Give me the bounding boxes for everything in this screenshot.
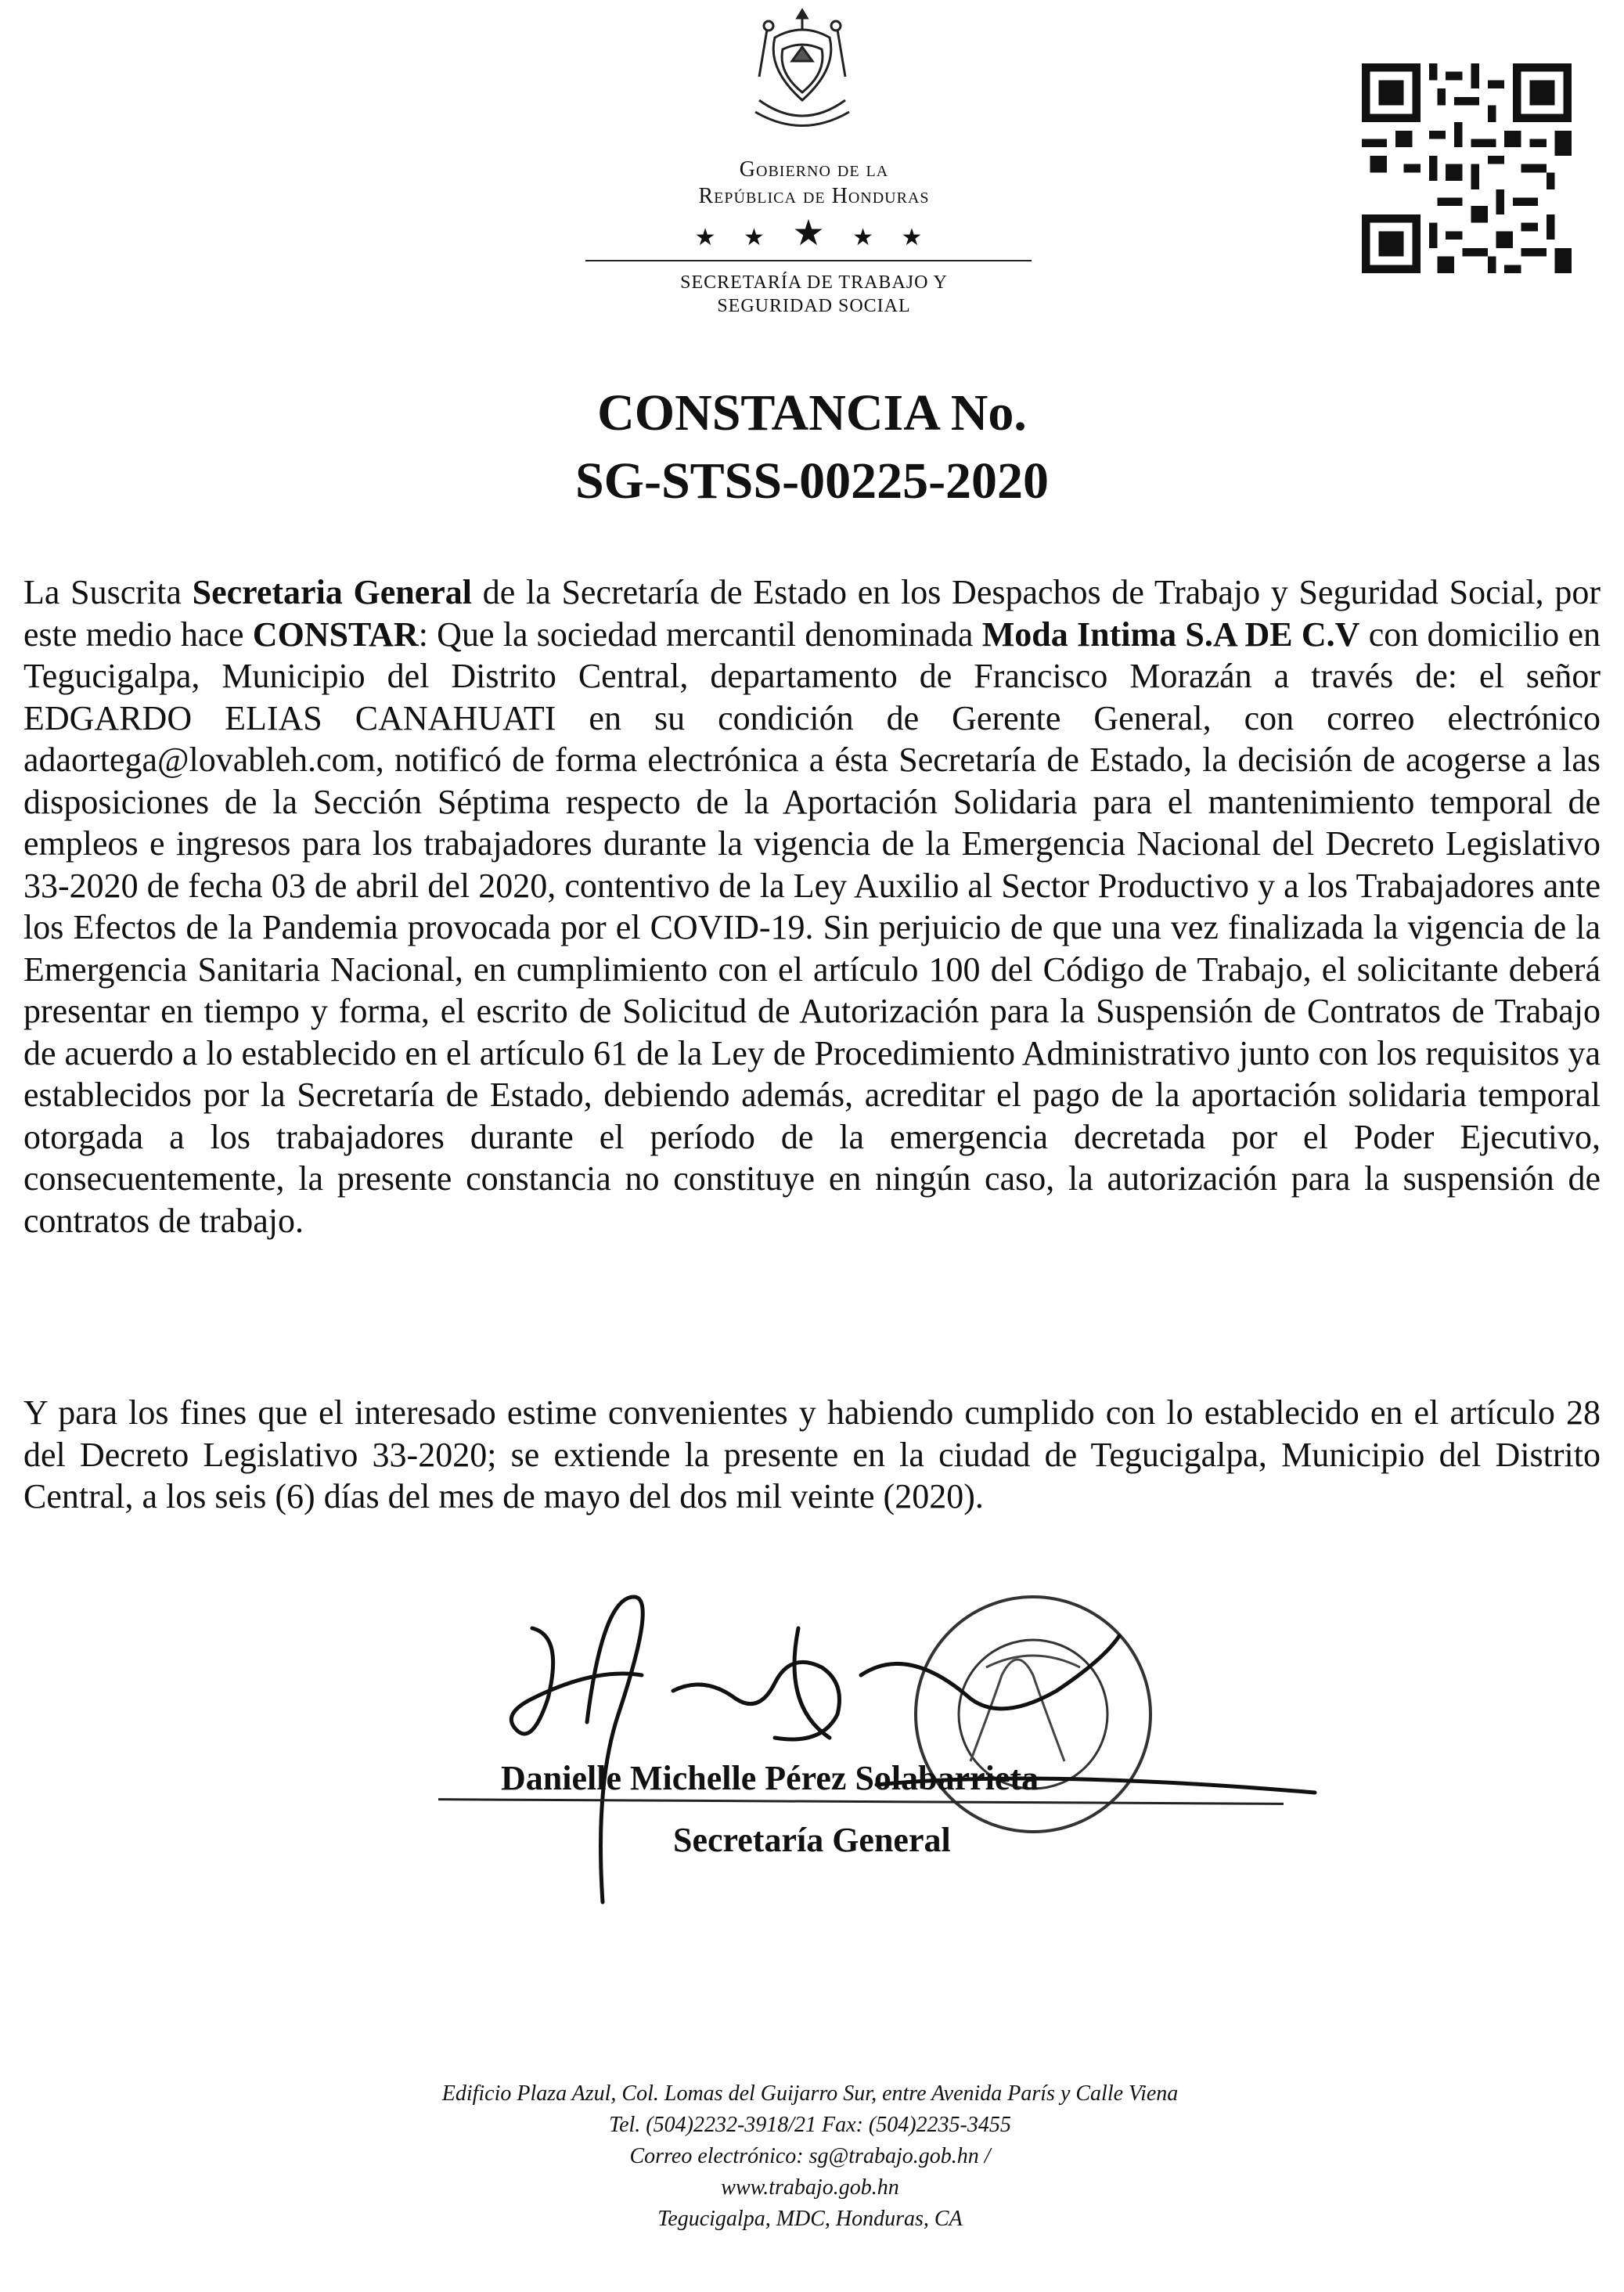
ministry-line-1: SECRETARÍA DE TRABAJO Y: [680, 272, 948, 293]
bold-text-run: Secretaria General: [192, 573, 473, 611]
body-paragraph-1: [23, 571, 1601, 1242]
text-run: : Que la sociedad mercantil denominada: [418, 614, 982, 654]
ministry-line-2: SEGURIDAD SOCIAL: [717, 296, 911, 316]
text-run: con domicilio en Tegucigalpa, Municipio del Distrito Central, departamento de Francisco Morazán a través de: el señor EDGARDO ELIAS CANAHUATI en su condición de Gerente General, con correo electrónico adaortega@lovableh.com, notificó de forma electrónica a ésta Secretaría de Estado, la decisión de acogerse a las disposiciones de la Sección Séptima respecto de la Aportación Solidaria para el mantenimiento temporal de empleos e ingresos para los trabajadores durante la vigencia de la Emergencia Nacional del Decreto Legislativo 33-2020 de fecha 03 de abril del 2020, contentivo de la Ley Auxilio al Sector Productivo y a los Trabajadores ante los Efectos de la Pandemia provocada por el COVID-19. Sin perjuicio de que una vez finalizada la vigencia de la Emergencia Sanitaria Nacional, en cumplimiento con el artículo 100 del Código de Trabajo, el solicitante deberá presentar en tiempo y forma, el escrito de Solicitud de Autorización para la Suspensión de Contratos de Trabajo de acuerdo a lo establecido en el artículo 61 de la Ley de Procedimiento Administrativo junto con los requisitos ya establecidos por la Secretaría de Estado, debiendo además, acreditar el pago de la aportación solidaria temporal otorgada a los trabajadores durante el período de la emergencia decretada por el Poder Ejecutivo, consecuentemente, la presente constancia no constituye en ningún caso, la autorización para la suspensión de contratos de trabajo.: [23, 614, 1601, 1240]
government-line-2: República de Honduras: [698, 184, 930, 208]
signer-role: Secretaría General: [673, 1821, 951, 1859]
stars-row: ★ ★ ★ ★ ★: [694, 213, 934, 253]
ministry-name: [595, 271, 1033, 318]
signature-and-stamp: [470, 1581, 1331, 1910]
footer-website: www.trabajo.gob.hn: [721, 2175, 899, 2200]
coat-of-arms-icon: [744, 6, 861, 139]
footer-email: Correo electrónico: sg@trabajo.gob.hn /: [629, 2144, 991, 2168]
text-run: de la Secretaría de Estado en los Despachos de Trabajo y Seguridad Social, por este medio hace: [23, 573, 1601, 654]
footer-address: Edificio Plaza Azul, Col. Lomas del Guijarro Sur, entre Avenida París y Calle Viena: [441, 2081, 1179, 2106]
text-run: La Suscrita: [23, 573, 193, 611]
signer-name: Danielle Michelle Pérez Solabarrieta: [501, 1759, 1039, 1797]
footer-phone: Tel. (504)2232-3918/21 Fax: (504)2235-3455: [609, 2113, 1011, 2137]
body-paragraph-2: Y para los fines que el interesado estime convenientes y habiendo cumplido con lo establecido en el artículo 28 del Decreto Legislativo 33-2020; se extiende la presente en la ciudad de Tegucigalpa, Municipio del Distrito Central, a los seis (6) días del mes de mayo del dos mil veinte (2020).: [23, 1393, 1601, 1515]
government-line-1: Gobierno de la: [739, 157, 889, 182]
document-number: SG-STSS-00225-2020: [574, 452, 1050, 510]
document-title: CONSTANCIA No.: [597, 384, 1027, 441]
header-divider: [585, 260, 1032, 261]
footer-contact: [235, 2078, 1385, 2235]
bold-text-run: Moda Intima S.A DE C.V: [981, 614, 1360, 654]
footer-city: Tegucigalpa, MDC, Honduras, CA: [657, 2207, 963, 2231]
bold-text-run: CONSTAR: [252, 614, 419, 654]
qr-code-icon: [1362, 63, 1572, 274]
